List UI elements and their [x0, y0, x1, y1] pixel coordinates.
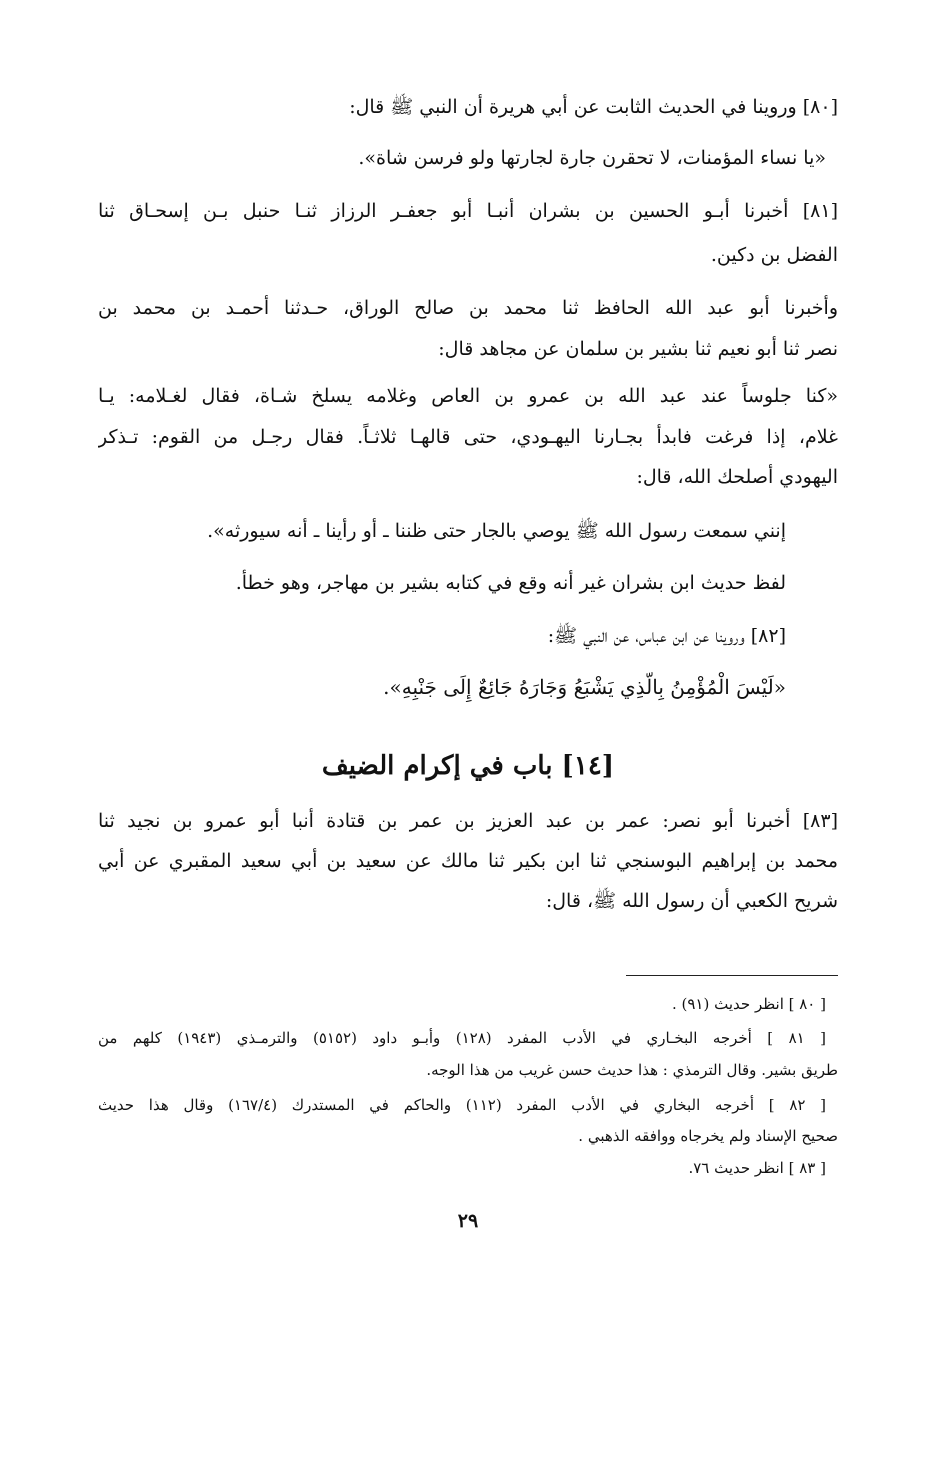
hadith-83-line-1: [٨٣] أخبرنا أبو نصر: عمر بن عبد العزيز بن عمر بن قتادة أنبا أبو عمرو بن نجيد ثنا — [98, 810, 838, 832]
chapter-heading: [١٤] باب في إكرام الضيف — [321, 751, 615, 781]
footnote-83: [ ٨٣ ] انظر حديث ٧٦. — [688, 1159, 826, 1177]
hadith-80-line-2: «يا نساء المؤمنات، لا تحقرن جارة لجارتها ولو فرسن شاة». — [358, 147, 826, 169]
hadith-82-line-2: «لَيْسَ الْمُؤْمِنُ بِالَّذِي يَشْبَعُ وَجَارَهُ جَائِعٌ إِلَى جَنْبِهِ». — [383, 675, 786, 699]
hadith-80-line-1: [٨٠] وروينا في الحديث الثابت عن أبي هريرة أن النبي ﷺ قال: — [349, 96, 838, 118]
footnote-82-line-1: [ ٨٢ ] أخرجه البخاري في الأدب المفرد (١١٢) والحاكم في المستدرك (١٦٧/٤) وقال هذا حديث — [98, 1096, 826, 1114]
footnote-81-line-2: طريق بشير. وقال الترمذي : هذا حديث حسن غريب من هذا الوجه. — [426, 1061, 838, 1079]
footnote-separator — [626, 975, 838, 976]
hadith-83-line-3: شريح الكعبي أن رسول الله ﷺ، قال: — [545, 890, 838, 912]
footnote-80: [ ٨٠ ] انظر حديث (٩١) . — [671, 995, 826, 1013]
hadith-81-saying: إنني سمعت رسول الله ﷺ يوصي بالجار حتى ظننا ـ أو رأينا ـ أنه سيورثه». — [207, 520, 786, 542]
footnote-81-line-1: [ ٨١ ] أخرجه البخـاري في الأدب المفرد (١٢٨) وأبـو داود (٥١٥٢) والترمـذي (١٩٤٣) كلهم من — [98, 1029, 826, 1047]
hadith-81-line-2: الفضل بن دكين. — [710, 244, 838, 266]
hadith-81-remark: لفظ حديث ابن بشران غير أنه وقع في كتابه بشير بن مهاجر، وهو خطأ. — [235, 572, 786, 594]
hadith-82-line-1: [٨٢] وروينا عن ابن عباس، عن النبي ﷺ: — [547, 625, 786, 647]
hadith-81-text-line-3: اليهودي أصلحك الله، قال: — [636, 466, 838, 488]
page-number: ٢٩ — [457, 1210, 479, 1232]
hadith-81-chain-line-2: نصر ثنا أبو نعيم ثنا بشير بن سلمان عن مجاهد قال: — [438, 338, 838, 360]
hadith-81-text-line-2: غلام، إذا فرغت فابدأ بجـارنا اليهـودي، حتى قالهـا ثلاثـاً. فقال رجـل من القوم: تـذكر — [98, 426, 838, 448]
hadith-81-text-line-1: «كنا جلوساً عند عبد الله بن عمرو بن العاص وغلامه يسلخ شـاة، فقال لغـلامه: يـا — [98, 385, 838, 407]
hadith-83-line-2: محمد بن إبراهيم البوسنجي ثنا ابن بكير ثنا مالك عن سعيد بن أبي سعيد المقبري عن أبي — [98, 850, 838, 872]
footnote-82-line-2: صحيح الإسناد ولم يخرجاه ووافقه الذهبي . — [578, 1127, 838, 1145]
hadith-81-chain-line-1: وأخبرنا أبو عبد الله الحافظ ثنا محمد بن صالح الوراق، حـدثنا أحمـد بن محمد بن — [98, 297, 838, 319]
hadith-81-line-1: [٨١] أخبرنا أبـو الحسين بن بشران أنبـا أبو جعفـر الرزاز ثنـا حنبل بـن إسحـاق ثنا — [98, 200, 838, 222]
